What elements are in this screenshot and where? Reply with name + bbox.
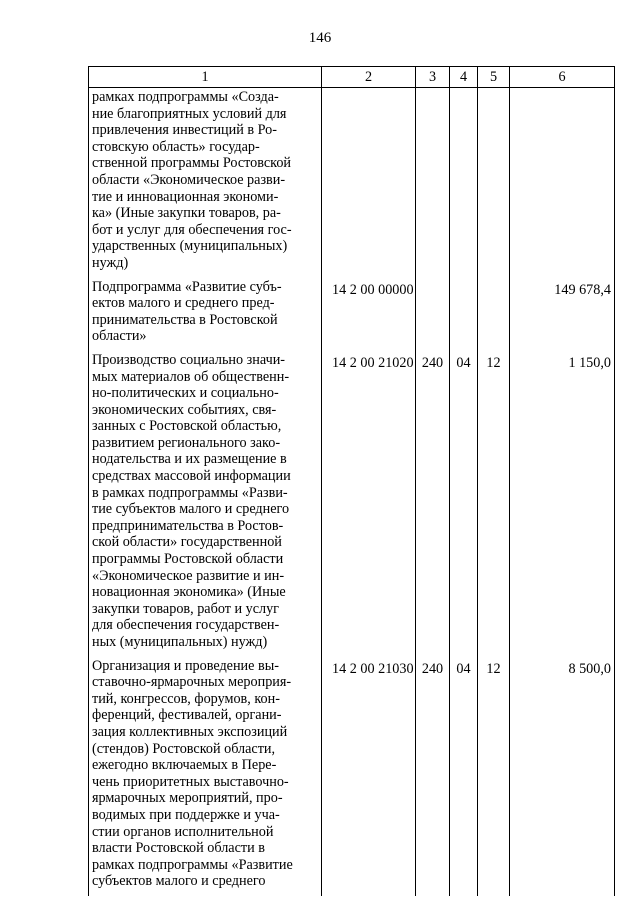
row-name: Производство социально значи- мых материалов об общественн- но-политических и социально- экономических событиях, свя- занных с Ростовской областью, развитием регионального зако- нодательства и их размещение в средствах массовой информации в рамках подпрограммы «Разви- тие субъектов малого и среднего предпринимательства в Ростов- ской области» государственной программы Ростовской области «Экономическое развитие и ин- новационная экономика» (Иные закупки товаров, работ и услуг для обеспечения государствен- ных (муниципальных) нужд) [89, 351, 322, 657]
row-code: 14 2 00 00000 [322, 278, 416, 351]
row-code: 14 2 00 21020 [322, 351, 416, 657]
table-row [89, 88, 615, 278]
table-row [89, 351, 615, 657]
row-rz: 04 [450, 351, 478, 657]
column-header: 1 [89, 67, 322, 88]
row-name: Подпрограмма «Развитие субъ- ектов малого и среднего пред- принимательства в Ростовской области» [89, 278, 322, 351]
row-rz [450, 88, 478, 278]
row-code: 14 2 00 21030 [322, 657, 416, 896]
row-pr: 12 [478, 351, 510, 657]
row-code [322, 88, 416, 278]
row-amount [510, 88, 615, 278]
row-pr: 12 [478, 657, 510, 896]
row-vr [416, 278, 450, 351]
row-pr [478, 278, 510, 351]
row-rz: 04 [450, 657, 478, 896]
row-vr: 240 [416, 657, 450, 896]
page-number: 146 [308, 30, 332, 46]
column-header: 5 [478, 67, 510, 88]
row-amount: 149 678,4 [510, 278, 615, 351]
table-row [89, 278, 615, 351]
column-header: 3 [416, 67, 450, 88]
row-pr [478, 88, 510, 278]
row-amount: 8 500,0 [510, 657, 615, 896]
table-row [89, 657, 615, 896]
column-header: 4 [450, 67, 478, 88]
column-header: 6 [510, 67, 615, 88]
row-rz [450, 278, 478, 351]
row-amount: 1 150,0 [510, 351, 615, 657]
column-header: 2 [322, 67, 416, 88]
row-vr [416, 88, 450, 278]
table-header-row [89, 67, 615, 88]
budget-table [88, 66, 615, 896]
row-name: Организация и проведение вы- ставочно-ярмарочных мероприя- тий, конгрессов, форумов, кон- ференций, фестивалей, органи- зация коллективных экспозиций (стендов) Ростовской области, ежегодно включаемых в Пере- чень приоритетных выставочно- ярмарочных мероприятий, про- водимых при поддержке и уча- стии органов исполнительной власти Ростовской области в рамках подпрограммы «Развитие субъектов малого и среднего [89, 657, 322, 896]
row-name: рамках подпрограммы «Созда- ние благоприятных условий для привлечения инвестиций в Ро- стовскую область» государ- ственной программы Ростовской области «Экономическое разви- тие и инновационная экономи- ка» (Иные закупки товаров, ра- бот и услуг для обеспечения гос- ударственных (муниципальных) нужд) [89, 88, 322, 278]
row-vr: 240 [416, 351, 450, 657]
